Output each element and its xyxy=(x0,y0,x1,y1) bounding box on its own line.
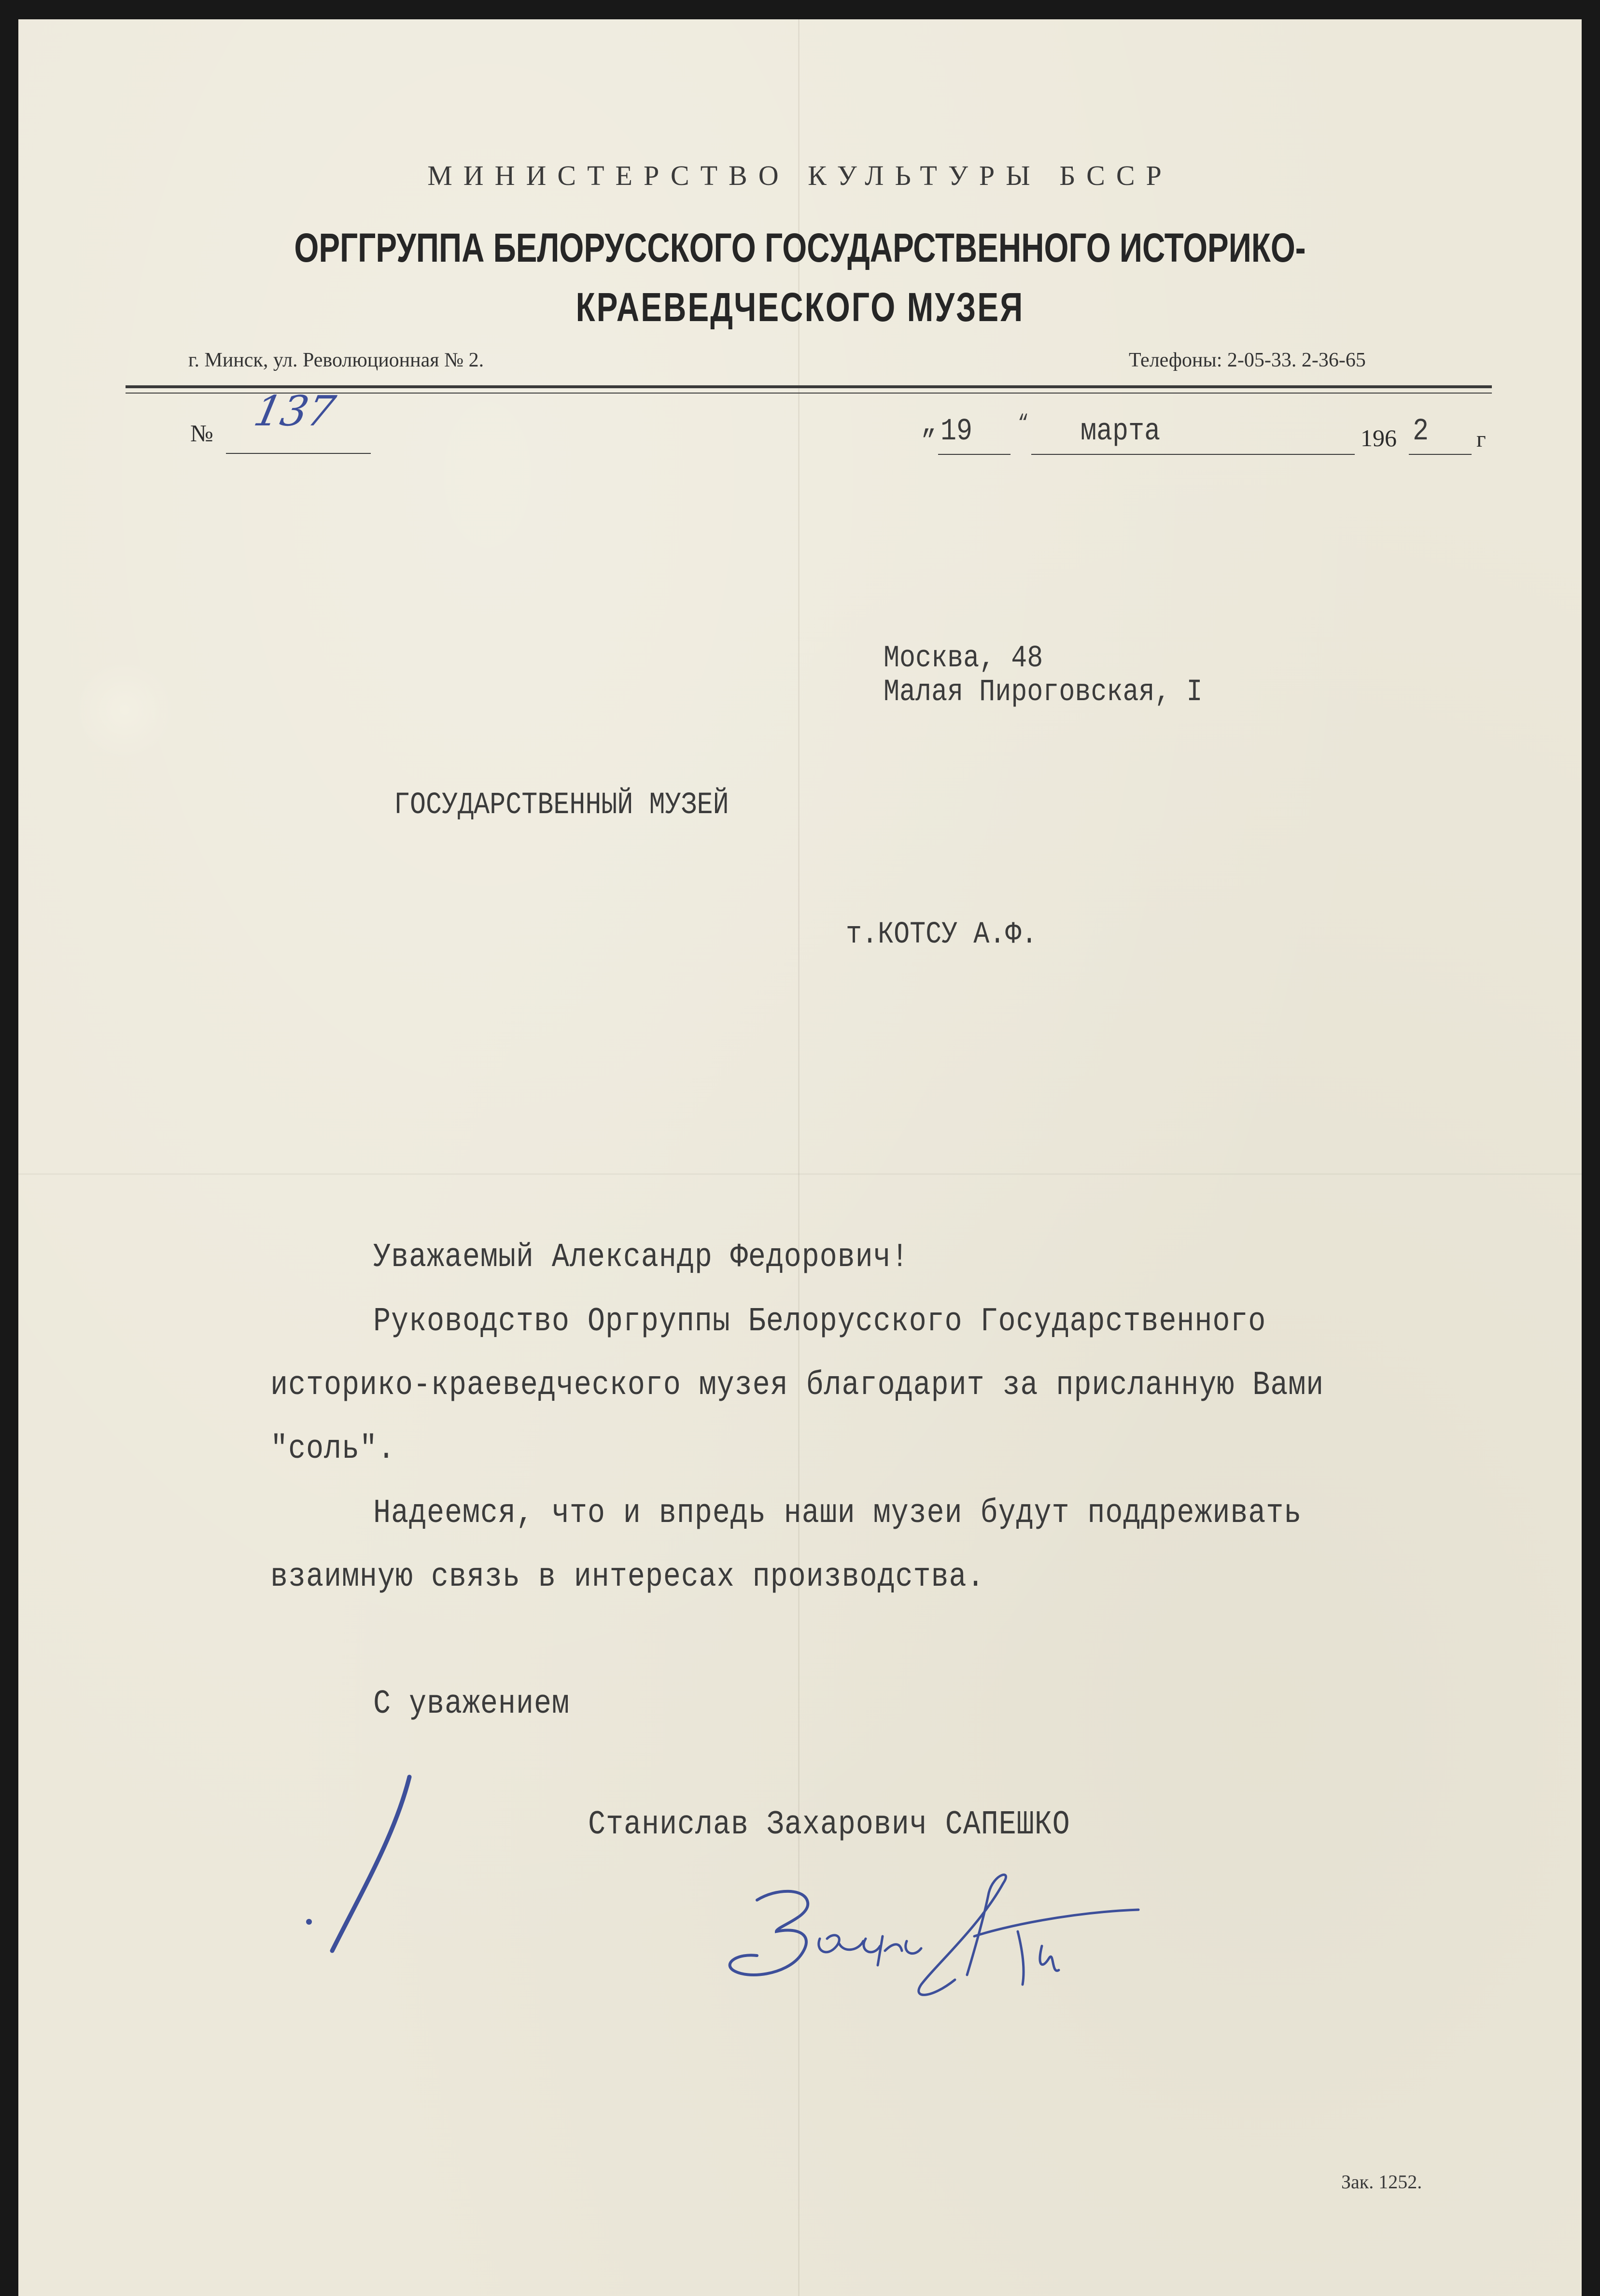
signer-name: Станислав Захарович САПЕШКО xyxy=(588,1806,1070,1844)
letterhead-phones: Телефоны: 2-05-33. 2-36-65 xyxy=(1129,349,1366,371)
date-month-line xyxy=(1031,454,1355,455)
organization-title-line-2: КРАЕВЕДЧЕСКОГО МУЗЕЯ xyxy=(575,284,1025,330)
date-day-line xyxy=(938,454,1011,455)
recipient-street: Малая Пироговская, I xyxy=(884,675,1203,710)
handwritten-signature xyxy=(704,1854,1177,2028)
recipient-institution: ГОСУДАРСТВЕННЫЙ МУЗЕЙ xyxy=(394,788,729,823)
letter-paragraph-2-line-1: Надеемся, что и впредь наши музеи будут поддреживать xyxy=(373,1494,1302,1533)
reference-number-label: № xyxy=(190,420,213,447)
date-year-prefix: 196 xyxy=(1361,424,1397,451)
letter-page xyxy=(18,19,1582,2296)
reference-number-handwritten: 137 xyxy=(250,387,339,436)
date-month: марта xyxy=(1081,414,1161,449)
letter-paragraph-1-line-3: "соль". xyxy=(270,1430,395,1468)
date-open-quote: „ xyxy=(921,408,936,441)
date-year-suffix: 2 xyxy=(1413,414,1429,449)
letter-paragraph-1-line-2: историко-краеведческого музея благодарит за присланную Вами xyxy=(270,1366,1324,1405)
date-day: 19 xyxy=(940,414,973,449)
pen-stroke-mark xyxy=(298,1767,434,1970)
letter-salutation: Уважаемый Александр Федорович! xyxy=(373,1239,909,1277)
printing-order-number: Зак. 1252. xyxy=(1341,2171,1422,2193)
recipient-person: т.КОТСУ А.Ф. xyxy=(846,917,1038,952)
letter-paragraph-2-line-2: взаимную связь в интересах производства. xyxy=(270,1558,985,1596)
date-year-line xyxy=(1409,454,1472,455)
paper-stain xyxy=(76,657,173,763)
organization-title-line-1: ОРГГРУППА БЕЛОРУССКОГО ГОСУДАРСТВЕННОГО ИСТОРИКО- xyxy=(294,225,1306,270)
closing-regards: С уважением xyxy=(373,1685,570,1723)
paper-fold-horizontal xyxy=(18,1173,1582,1175)
recipient-city: Москва, 48 xyxy=(884,641,1043,676)
letter-paragraph-1-line-1: Руководство Оргруппы Белорусского Государственного xyxy=(373,1303,1266,1341)
date-year-abbrev: г xyxy=(1476,426,1486,452)
letterhead-address: г. Минск, ул. Революционная № 2. xyxy=(188,349,484,371)
reference-number-line xyxy=(226,453,371,454)
ministry-heading: МИНИСТЕРСТВО КУЛЬТУРЫ БССР xyxy=(427,160,1173,191)
date-close-quote: “ xyxy=(1018,411,1029,436)
